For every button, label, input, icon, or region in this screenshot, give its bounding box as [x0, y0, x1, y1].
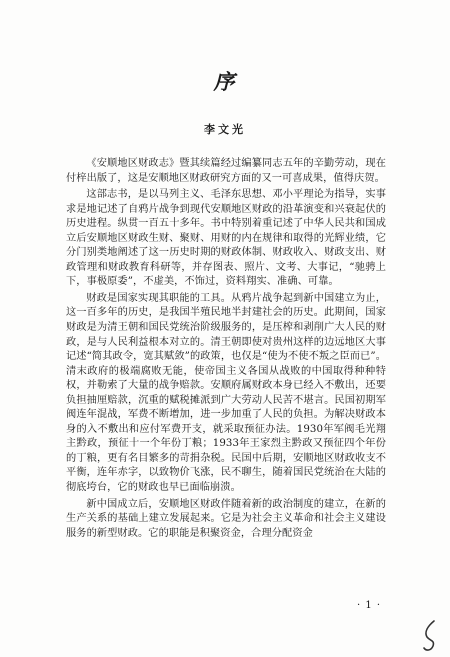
- preface-title: 序: [213, 69, 237, 94]
- paragraph: 新中国成立后，安顺地区财政伴随着新的政治制度的建立，在新的生产关系的基础上建立发展起来。它是为社会主义革命和社会主义建设服务的新型财政。它的职能是积聚资金，合理分配资金: [66, 498, 386, 539]
- paragraph: 财政是国家实现其职能的工具。从鸦片战争起到新中国建立为止，这一百多年的历史，是我国半殖民地半封建社会的历史。此期间，国家财政是为清王朝和国民党统治阶级服务的，是压榨和剥削广大人民的财政，是与人民利益根本对立的。清王朝即使对贵州这样的边远地区大事记述“简其政令，宽其赋敛”的政策，也仅是“使为不使不叛之臣而已”。清末政府的极端腐败无能，使帝国主义各国从战败的中国取得种种特权，并勒索了大量的战争赔款。安顺府属财政本身已经入不敷出，还要负担抽厘赔款，沉重的赋税摊派到广大劳动人民苦不堪言。民国初期军阀连年混战，军费不断增加，进一步加重了人民的负担。为解决财政本身的入不敷出和应付军费开支，就采取预征办法。1930年军阀毛光翔主黔政，预征十一个年份丁粮；1933年王家烈主黔政又预征四个年份的丁粮，更有名目繁多的苛捐杂税。民国中后期，安顺地区财政收支不平衡，连年赤字，以致物价飞涨，民不聊生，随着国民党统治在大陆的彻底垮台，它的财政也早已面临崩溃。: [66, 292, 386, 494]
- paragraph: 《安顺地区财政志》暨其续篇经过编纂同志五年的辛勤劳动，现在付梓出版了，这是安顺地区财政研究方面的又一可喜成果，值得庆贺。: [66, 158, 386, 184]
- author-name: 李文光: [204, 123, 246, 136]
- document-body: [66, 157, 386, 543]
- page-number: · 1 ·: [357, 600, 382, 611]
- paragraph: 这部志书，是以马列主义、毛泽东思想、邓小平理论为指导，实事求是地记述了自鸦片战争到现代安顺地区财政的沿革演变和兴衰起伏的历史进程。纵贯一百五十多年。书中特别着重记述了中华人民共和国成立后安顺地区财政生财、聚财、用财的内在规律和取得的光辉业绩，它分门别类地阐述了这一历史时期的财政体制、财政收入、财政支出、财政管理和财政教育科研等，并存图表、照片、文考、大事记，“驰骋上下，事极原委”，不虚美，不饰过，资料翔实、准确、可靠。: [66, 189, 386, 288]
- handwritten-mark: [420, 618, 440, 654]
